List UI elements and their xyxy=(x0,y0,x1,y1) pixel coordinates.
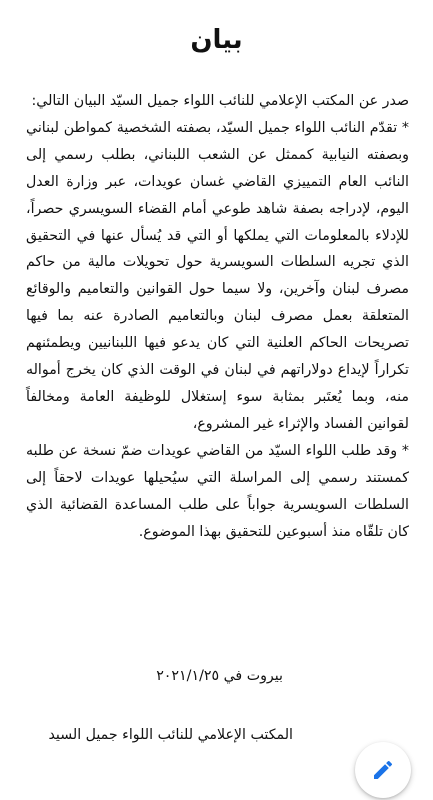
signature-line: المكتب الإعلامي للنائب اللواء جميل السيد xyxy=(48,727,293,743)
paragraph-attachment: * وقد طلب اللواء السيّد من القاضي عويدات ضمّ نسخة عن طلبه كمستند رسمي إلى المراسلة التي سيُحيلها عويدات لاحقاً إلى السلطات السويسرية جواباً على طلب المساعدة القضائية الذي كان تلقّاه منذ أسبوعين للتحقيق بهذا الموضوع. xyxy=(26,442,409,540)
edit-fab-button[interactable] xyxy=(355,742,411,798)
document-body xyxy=(26,88,409,545)
document-title: بيان xyxy=(190,25,243,55)
date-line: بيروت في ٢٠٢١/١/٢٥ xyxy=(156,668,283,684)
paragraph-intro: صدر عن المكتب الإعلامي للنائب اللواء جميل السيّد البيان التالي: xyxy=(31,93,409,109)
paragraph-request: * تقدّم النائب اللواء جميل السيّد، بصفته الشخصية كمواطن لبناني وبصفته النيابية كممثل عن الشعب اللبناني، بطلب رسمي إلى النائب العام التمييزي القاضي غسان عويدات، عبر وزارة العدل اليوم، لإدراجه بصفة شاهد طوعي أمام القضاء السويسري حصراً، للإدلاء بالمعلومات التي يملكها أو التي قد يُسأل عنها في التحقيق الذي تجريه السلطات السويسرية حول تحويلات مالية من حاكم مصرف لبنان وآخرين، ولا سيما حول القوانين والتعاميم والوقائع المتعلقة بعمل مصرف لبنان وبالتعاميم الصادرة عنه بما فيها تصريحات الحاكم العلنية التي كان يدعو فيها اللبنانيين ويطمئنهم تكراراً لإيداع دولاراتهم في لبنان في الوقت الذي كان يخرج أمواله منه، وبما يُعتَبر بمثابة سوء إستغلال للوظيفة العامة ومخالفاً لقوانين الفساد والإثراء غير المشروع، xyxy=(26,119,409,432)
pencil-icon xyxy=(371,758,395,782)
